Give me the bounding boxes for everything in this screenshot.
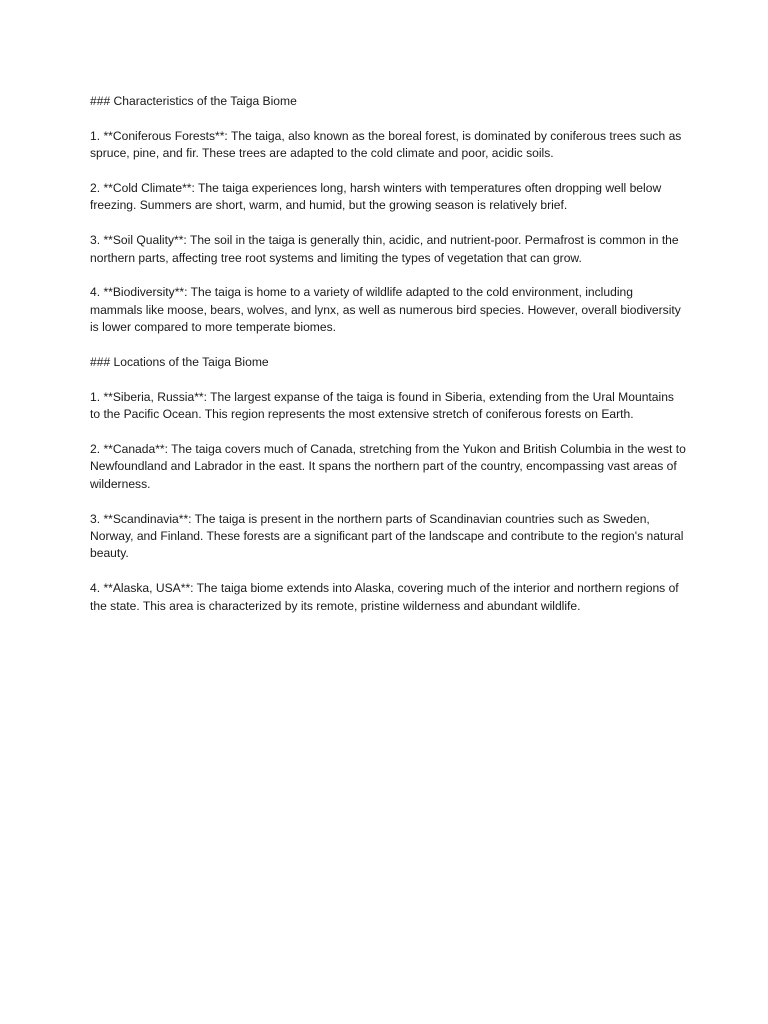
- characteristic-coniferous-forests: 1. **Coniferous Forests**: The taiga, also known as the boreal forest, is dominated by coniferous trees such as spruce, pine, and fir. These trees are adapted to the cold climate and poor, acidic soils.: [90, 128, 682, 161]
- location-canada: 2. **Canada**: The taiga covers much of Canada, stretching from the Yukon and British Columbia in the west to Newfoundland and Labrador in the east. It spans the northern part of the country, encompassing vast areas of wilderness.: [90, 442, 686, 491]
- location-alaska-usa: 4. **Alaska, USA**: The taiga biome extends into Alaska, covering much of the interior and northern regions of the state. This area is characterized by its remote, pristine wilderness and abundant wildlife.: [90, 581, 679, 613]
- location-siberia-russia: 1. **Siberia, Russia**: The largest expanse of the taiga is found in Siberia, extending from the Ural Mountains to the Pacific Ocean. This region represents the most extensive stretch of coniferous forests on Earth.: [90, 389, 674, 422]
- document-body: [90, 93, 686, 632]
- location-scandinavia: 3. **Scandinavia**: The taiga is present in the northern parts of Scandinavian countries such as Sweden, Norway, and Finland. These forests are a significant part of the landscape and contribute to the region's natural beauty.: [90, 511, 684, 561]
- section-heading-characteristics: ### Characteristics of the Taiga Biome: [90, 94, 297, 108]
- characteristic-biodiversity: 4. **Biodiversity**: The taiga is home to a variety of wildlife adapted to the cold environment, including mammals like moose, bears, wolves, and lynx, as well as numerous bird species. However, overall biodiversity is lower compared to more temperate biomes.: [90, 285, 681, 335]
- characteristic-soil-quality: 3. **Soil Quality**: The soil in the taiga is generally thin, acidic, and nutrient-poor. Permafrost is common in the northern parts, affecting tree root systems and limiting the types of vegetation that can grow.: [90, 233, 679, 265]
- characteristic-cold-climate: 2. **Cold Climate**: The taiga experiences long, harsh winters with temperatures often dropping well below freezing. Summers are short, warm, and humid, but the growing season is relatively brief.: [90, 181, 662, 213]
- section-heading-locations: ### Locations of the Taiga Biome: [90, 355, 269, 370]
